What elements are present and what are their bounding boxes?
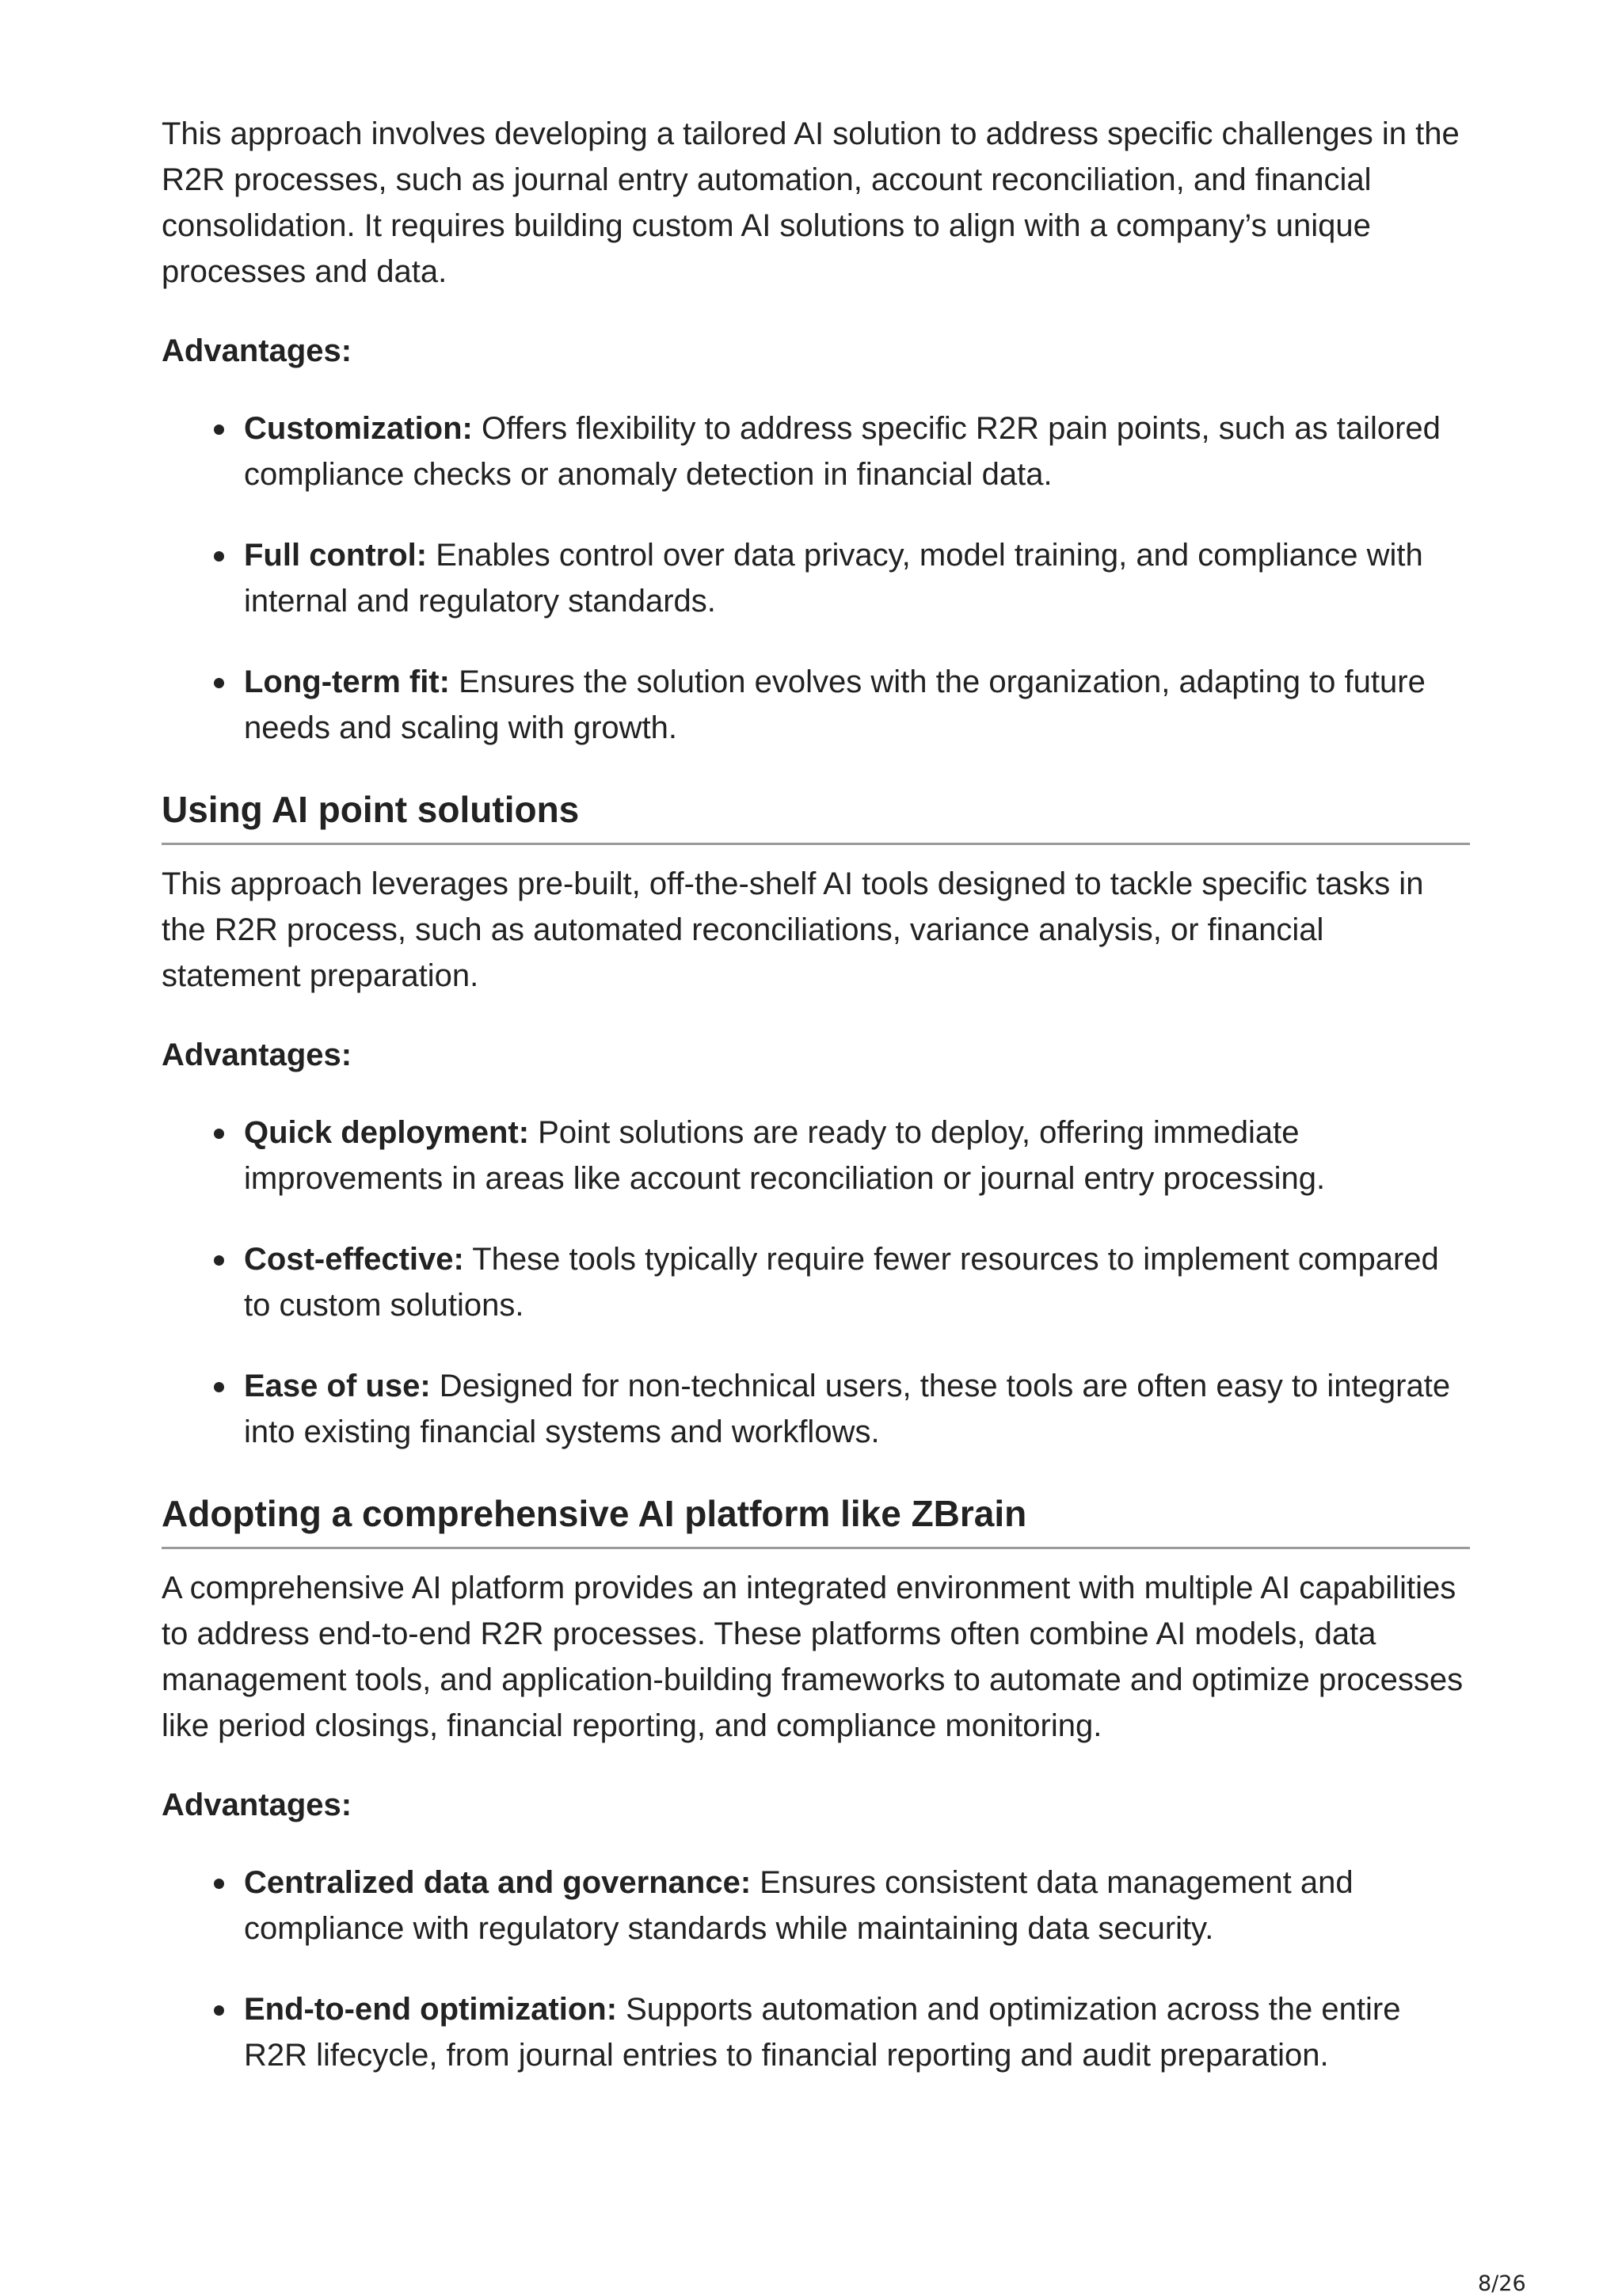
list-item [162, 532, 1470, 624]
section2-intro: This approach leverages pre-built, off-the-shelf AI tools designed to tackle specific tasks in the R2R process, such as automated reconciliations, variance analysis, or financial statement preparation. [162, 866, 1424, 993]
item-text: Supports automation and optimization across the entire R2R lifecycle, from journal entries to financial reporting and audit preparation. [244, 1992, 1401, 2073]
item-term: Centralized data and governance: [244, 1865, 752, 1900]
item-term: Customization: [244, 411, 473, 446]
item-text: Ensures the solution evolves with the organization, adapting to future needs and scaling with growth. [244, 664, 1426, 745]
list-item [162, 1110, 1470, 1201]
list-item [162, 1860, 1470, 1951]
section2-advantages-label: Advantages: [162, 1038, 352, 1072]
item-text: Designed for non-technical users, these tools are often easy to integrate into existing financial systems and workflows. [244, 1369, 1451, 1449]
bullet-icon [214, 678, 224, 688]
section-heading: Using AI point solutions [162, 787, 1470, 845]
bullet-icon [214, 551, 224, 562]
item-text: Point solutions are ready to deploy, offering immediate improvements in areas like account reconciliation or journal entry processing. [244, 1115, 1326, 1196]
section1-intro: This approach involves developing a tailored AI solution to address specific challenges in the R2R processes, such as journal entry automation, account reconciliation, and financial consolidation. It requires building custom AI solutions to align with a company’s unique processes and data. [162, 116, 1460, 289]
item-text: Ensures consistent data management and compliance with regulatory standards while maintaining data security. [244, 1865, 1354, 1946]
section2-advantages-list [162, 1110, 1470, 1455]
list-item [162, 1363, 1470, 1455]
item-term: Full control: [244, 538, 428, 573]
item-term: End-to-end optimization: [244, 1992, 618, 2027]
list-item [162, 406, 1470, 497]
item-text: These tools typically require fewer resources to implement compared to custom solutions. [244, 1242, 1439, 1323]
item-text: Offers flexibility to address specific R2R pain points, such as tailored compliance checks or anomaly detection in financial data. [244, 411, 1441, 492]
bullet-icon [214, 1382, 224, 1392]
section3-intro: A comprehensive AI platform provides an integrated environment with multiple AI capabilities to address end-to-end R2R processes. These platforms often combine AI models, data management tools, and application-building frameworks to automate and optimize processes like period closings, financial reporting, and compliance monitoring. [162, 1571, 1464, 1743]
item-term: Long-term fit: [244, 664, 450, 699]
section3-advantages-label: Advantages: [162, 1788, 352, 1822]
item-term: Cost-effective: [244, 1242, 464, 1277]
section3-advantages-list [162, 1860, 1470, 2078]
section-heading: Adopting a comprehensive AI platform like ZBrain [162, 1491, 1470, 1549]
item-term: Quick deployment: [244, 1115, 530, 1150]
list-item [162, 1986, 1470, 2078]
bullet-icon [214, 1255, 224, 1266]
item-text: Enables control over data privacy, model training, and compliance with internal and regulatory standards. [244, 538, 1423, 619]
bullet-icon [214, 2005, 224, 2016]
bullet-icon [214, 1129, 224, 1139]
page-number: 8/26 [1478, 2271, 1526, 2296]
bullet-icon [214, 425, 224, 435]
item-term: Ease of use: [244, 1369, 431, 1403]
list-item [162, 659, 1470, 751]
document-content [162, 111, 1470, 2078]
list-item [162, 1236, 1470, 1328]
bullet-icon [214, 1879, 224, 1889]
section1-advantages-label: Advantages: [162, 333, 352, 368]
section1-advantages-list [162, 406, 1470, 751]
